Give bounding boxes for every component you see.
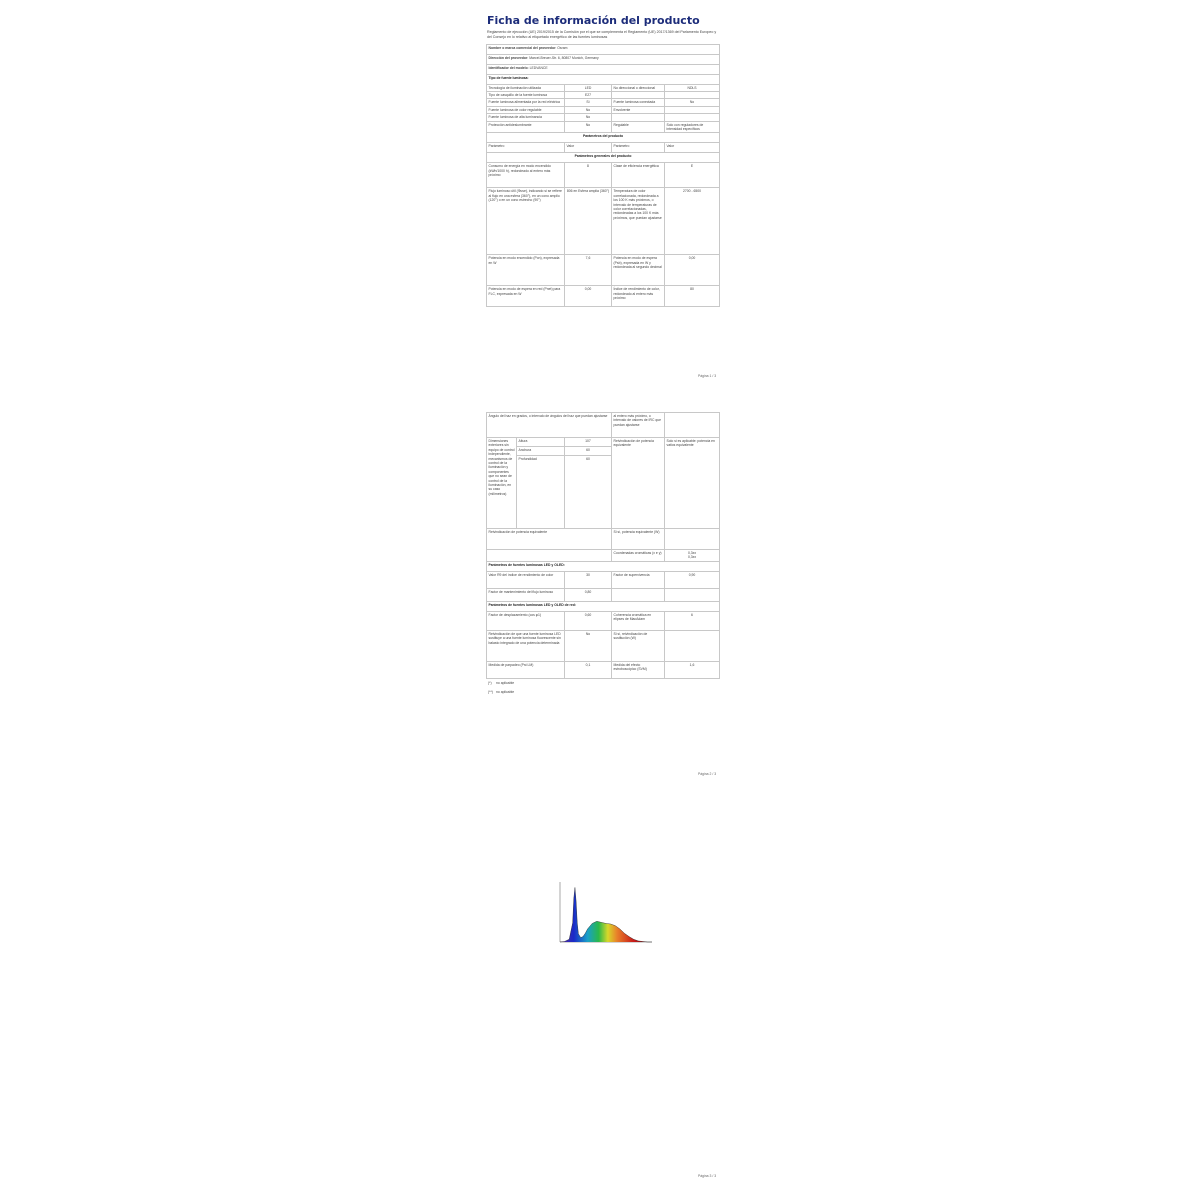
cell: 8 — [565, 163, 612, 188]
cell: Fuente luminosa de alta luminancia — [487, 114, 565, 121]
cell: Protección antideslumbrante — [487, 121, 565, 133]
cell: Valor R9 del índice de rendimiento de color — [487, 571, 565, 588]
cell: No — [565, 114, 612, 121]
column-header: Valor — [565, 143, 612, 153]
table-row — [487, 550, 720, 562]
cell: E — [665, 163, 720, 188]
cell: No — [565, 630, 612, 661]
cell: NDLS — [665, 84, 720, 91]
cell — [665, 106, 720, 113]
cell: Consumo de energía en modo encendido (kWh/1000 h), redondeado al entero más próximo — [487, 163, 565, 188]
cell: Envolvente — [612, 106, 665, 113]
spectrum-area — [560, 887, 652, 942]
table-row: Dirección del proveedor: Marcel-Breuer-Str. 6, 80807 Munich, Germany — [487, 54, 720, 64]
table-row — [487, 611, 720, 630]
cell: Factor de desplazamiento (cos φ1) — [487, 611, 565, 630]
cell: 0,60 — [565, 611, 612, 630]
section-row — [487, 133, 720, 143]
cell — [665, 529, 720, 550]
cell: Reivindicación de potencia equivalente — [487, 529, 612, 550]
cell: E27 — [565, 92, 612, 99]
cell: Reivindicación de que una fuente luminosa LED sustituye a una fuente luminosa fluorescente sin balasto integrado de una potencia determinada — [487, 630, 565, 661]
header-value: LEDVANCE — [529, 65, 548, 70]
cell: Clase de eficiencia energética — [612, 163, 665, 188]
cell: Potencia en modo de espera en red (Pnet) para FLC, expresada en W — [487, 286, 565, 307]
table-row — [487, 121, 720, 133]
cell — [612, 588, 665, 601]
table-row — [487, 99, 720, 106]
spectral-distribution-chart — [548, 878, 658, 950]
table-row — [487, 255, 720, 286]
cell: 0,1 — [565, 661, 612, 678]
cell: LED — [565, 84, 612, 91]
cell: Si sí, reivindicación de sustitución (W) — [612, 630, 665, 661]
cell: Temperatura de color correlacionada, redondeada a los 100 K más próximos, o intervalo de temperaturas de color correlacionadas, redondeadas a los 100 K más próximos, que puedan ajustarse — [612, 188, 665, 255]
cell: Dimensiones exteriores sin equipo de control independiente, mecanismos de control de la iluminación y componentes que no sean de control de la iluminación, en su caso (milímetros) — [487, 438, 517, 529]
cell: Si sí, potencia equivalente (W) — [612, 529, 665, 550]
cell: 60 — [565, 447, 612, 456]
table-row — [487, 438, 720, 447]
header-label: Dirección del proveedor — [488, 55, 528, 60]
column-header: Parámetro — [487, 143, 565, 153]
cell: Regulable — [612, 121, 665, 133]
table-row — [487, 529, 720, 550]
cell: 0,80 — [565, 588, 612, 601]
cell: Altura — [517, 438, 565, 447]
header-label: Identificador del modelo — [488, 65, 528, 70]
table-row — [487, 114, 720, 121]
header-value: Marcel-Breuer-Str. 6, 80807 Munich, Germany — [529, 55, 599, 60]
cell — [665, 588, 720, 601]
cell — [665, 550, 720, 562]
table-row — [487, 630, 720, 661]
cell: 6 — [665, 611, 720, 630]
chroma-y: 0,3xx — [687, 555, 697, 560]
cell: No direccional o direccional — [612, 84, 665, 91]
legend-text: no aplicable — [496, 689, 515, 694]
cell: Reivindicación de potencia equivalente — [612, 438, 665, 529]
legend-note — [488, 681, 719, 688]
section-heading: Tipo de fuente luminosa: — [487, 74, 720, 84]
cell: Coordenadas cromáticas (x e y) — [612, 550, 665, 562]
table-row — [487, 661, 720, 678]
cell: 60 — [565, 456, 612, 529]
cell: Solo si es aplicable: potencia en vatios equivalente — [665, 438, 720, 529]
product-table-page-1 — [486, 44, 720, 308]
cell: Índice de rendimiento de color, redondeado al entero más próximo — [612, 286, 665, 307]
cell: 30 — [565, 571, 612, 588]
spectrum-series — [560, 887, 652, 942]
section-heading: Parámetros de fuentes luminosas LED y OLED: — [487, 561, 720, 571]
cell: Medida del efecto estroboscópico (SVM) — [612, 661, 665, 678]
cell: Fuente luminosa de color regulable — [487, 106, 565, 113]
cell: 1,6 — [665, 661, 720, 678]
table-header-row — [487, 143, 720, 153]
table-row — [487, 163, 720, 188]
cell: 107 — [565, 438, 612, 447]
section-heading: Parámetros del producto — [487, 133, 720, 143]
cell — [612, 114, 665, 121]
cell: Sí — [565, 99, 612, 106]
document-page-1 — [486, 14, 719, 307]
cell: 7,6 — [565, 255, 612, 286]
legend-text: no aplicable — [496, 680, 515, 685]
cell: Fuente luminosa conectada — [612, 99, 665, 106]
document-intro: Reglamento de ejecución (UE) 2019/2015 de la Comisión por el que se complementa el Reglamento (UE) 2017/1369 del Parlamento Europeo y del Consejo en lo relativo al etiquetado energético de las fuentes luminosas — [487, 30, 717, 39]
cell: Flujo luminoso útil (Φuse), indicando si se refiere al flujo en una esfera (360°), en un cono amplio (120°) o en un cono estrecho (90°) — [487, 188, 565, 255]
cell: 806 en Esfera amplia (360°) — [565, 188, 612, 255]
cell — [665, 92, 720, 99]
cell: Potencia en modo de espera (Psb), expresada en W y redondeada al segundo decimal — [612, 255, 665, 286]
cell: al entero más próximo, o intervalo de valores de IRC que puedan ajustarse — [612, 413, 665, 438]
table-row — [487, 188, 720, 255]
table-row — [487, 84, 720, 91]
section-row — [487, 74, 720, 84]
legend-symbol: (*) — [488, 680, 492, 685]
cell: Tecnología de iluminación utilizada — [487, 84, 565, 91]
product-table-page-2 — [486, 412, 720, 679]
cell: Solo con reguladores de intensidad específicos — [665, 121, 720, 133]
cell: Factor de mantenimiento del flujo luminoso — [487, 588, 565, 601]
column-header: Valor — [665, 143, 720, 153]
table-row — [487, 571, 720, 588]
cell: Fuente luminosa alimentada por la red eléctrica — [487, 99, 565, 106]
section-heading: Parámetros de fuentes luminosas LED y OLED de red: — [487, 601, 720, 611]
cell — [665, 114, 720, 121]
cell: Anchura — [517, 447, 565, 456]
section-row — [487, 153, 720, 163]
document-page-2 — [486, 412, 719, 697]
chroma-x: 0,3xx — [687, 551, 697, 555]
column-header: Parámetro — [612, 143, 665, 153]
page-number: Página 1 / 3 — [698, 374, 717, 378]
section-heading: Parámetros generales del producto — [487, 153, 720, 163]
cell: No — [565, 106, 612, 113]
header-label: Nombre o marca comercial del proveedor — [488, 45, 556, 50]
cell — [665, 413, 720, 438]
cell: Coherencia cromática en elipses de MacAdam — [612, 611, 665, 630]
cell: Potencia en modo encendido (Pon), expresada en W — [487, 255, 565, 286]
cell: Profundidad — [517, 456, 565, 529]
cell: 80 — [665, 286, 720, 307]
cell: Ángulo del haz en grados, o intervalo de ángulos del haz que puedan ajustarse — [487, 413, 612, 438]
table-row: Identificador del modelo: LEDVANCE — [487, 64, 720, 74]
section-row — [487, 561, 720, 571]
page-number: Página 2 / 3 — [698, 772, 717, 776]
legend-symbol: (**) — [488, 689, 493, 694]
cell — [487, 550, 612, 562]
table-row — [487, 106, 720, 113]
table-row — [487, 588, 720, 601]
table-row — [487, 286, 720, 307]
table-row — [487, 413, 720, 438]
document-title: Ficha de información del producto — [487, 14, 700, 27]
cell: 0,00 — [565, 286, 612, 307]
header-value: Osram — [557, 45, 568, 50]
cell: 2700 - 6500 — [665, 188, 720, 255]
cell: Medida de parpadeo (Pst LM) — [487, 661, 565, 678]
cell: Factor de supervivencia — [612, 571, 665, 588]
cell: 0,90 — [665, 571, 720, 588]
cell: 0,00 — [665, 255, 720, 286]
table-row — [487, 92, 720, 99]
section-row — [487, 601, 720, 611]
cell: Tipo de casquillo de la fuente luminosa — [487, 92, 565, 99]
table-row: Nombre o marca comercial del proveedor: Osram — [487, 44, 720, 54]
legend-note — [488, 690, 719, 697]
cell — [612, 92, 665, 99]
cell — [665, 630, 720, 661]
cell: No — [565, 121, 612, 133]
cell: No — [665, 99, 720, 106]
page-number: Página 3 / 3 — [698, 1174, 717, 1178]
